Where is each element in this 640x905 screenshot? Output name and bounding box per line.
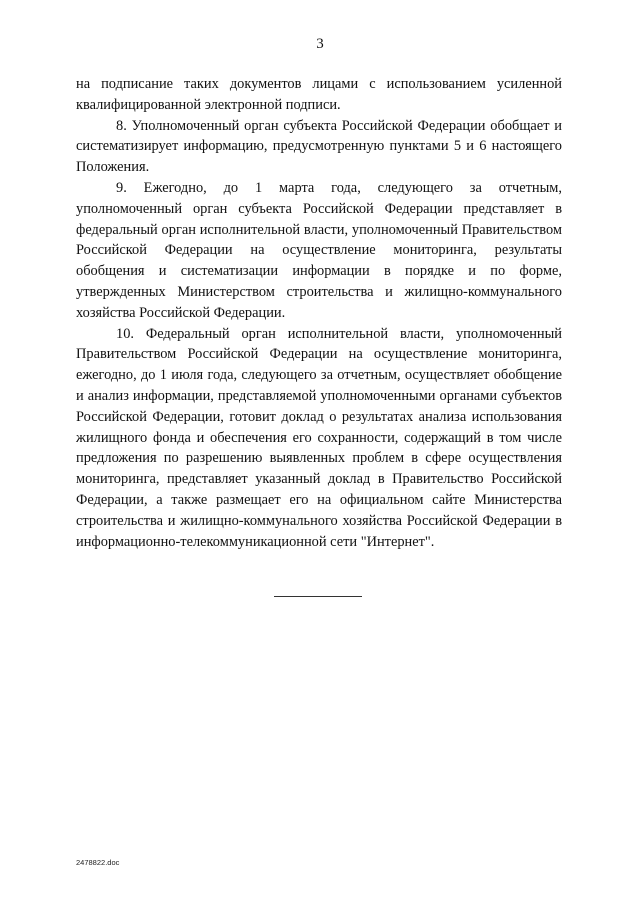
paragraph-continuation: на подписание таких документов лицами с использованием усиленной квалифицированной электронной подписи. <box>76 76 562 113</box>
paragraph-item-8: 8. Уполномоченный орган субъекта Российской Федерации обобщает и систематизирует информацию, предусмотренную пунктами 5 и 6 настоящего Положения. <box>76 117 562 176</box>
paragraph-item-10: 10. Федеральный орган исполнительной власти, уполномоченный Правительством Российской Федерации на осуществление мониторинга, ежегодно, до 1 июля года, следующего за отчетным, осуществляет обобщение и анализ информации, представляемой уполномоченными органами субъектов Российской Федерации, готовит доклад о результатах анализа использования жилищного фонда и обеспечения его сохранности, содержащий в том числе предложения по разрешению выявленных проблем в сфере осуществления мониторинга, представляет указанный доклад в Правительство Российской Федерации, а также размещает его на официальном сайте Министерства строительства и жилищно-коммунального хозяйства Российской Федерации в информационно-телекоммуникационной сети "Интернет". <box>76 325 562 550</box>
footer-document-code: 2478822.doc <box>76 858 120 867</box>
document-body <box>76 74 562 552</box>
end-divider-line <box>274 596 362 597</box>
page-number: 3 <box>316 36 324 52</box>
paragraph-item-9: 9. Ежегодно, до 1 марта года, следующего за отчетным, уполномоченный орган субъекта Российской Федерации представляет в федеральный орган исполнительной власти, уполномоченный Правительством Российской Федерации на осуществление мониторинга, результаты обобщения и систематизации информации в порядке и по форме, утвержденных Министерством строительства и жилищно-коммунального хозяйства Российской Федерации. <box>76 179 562 321</box>
